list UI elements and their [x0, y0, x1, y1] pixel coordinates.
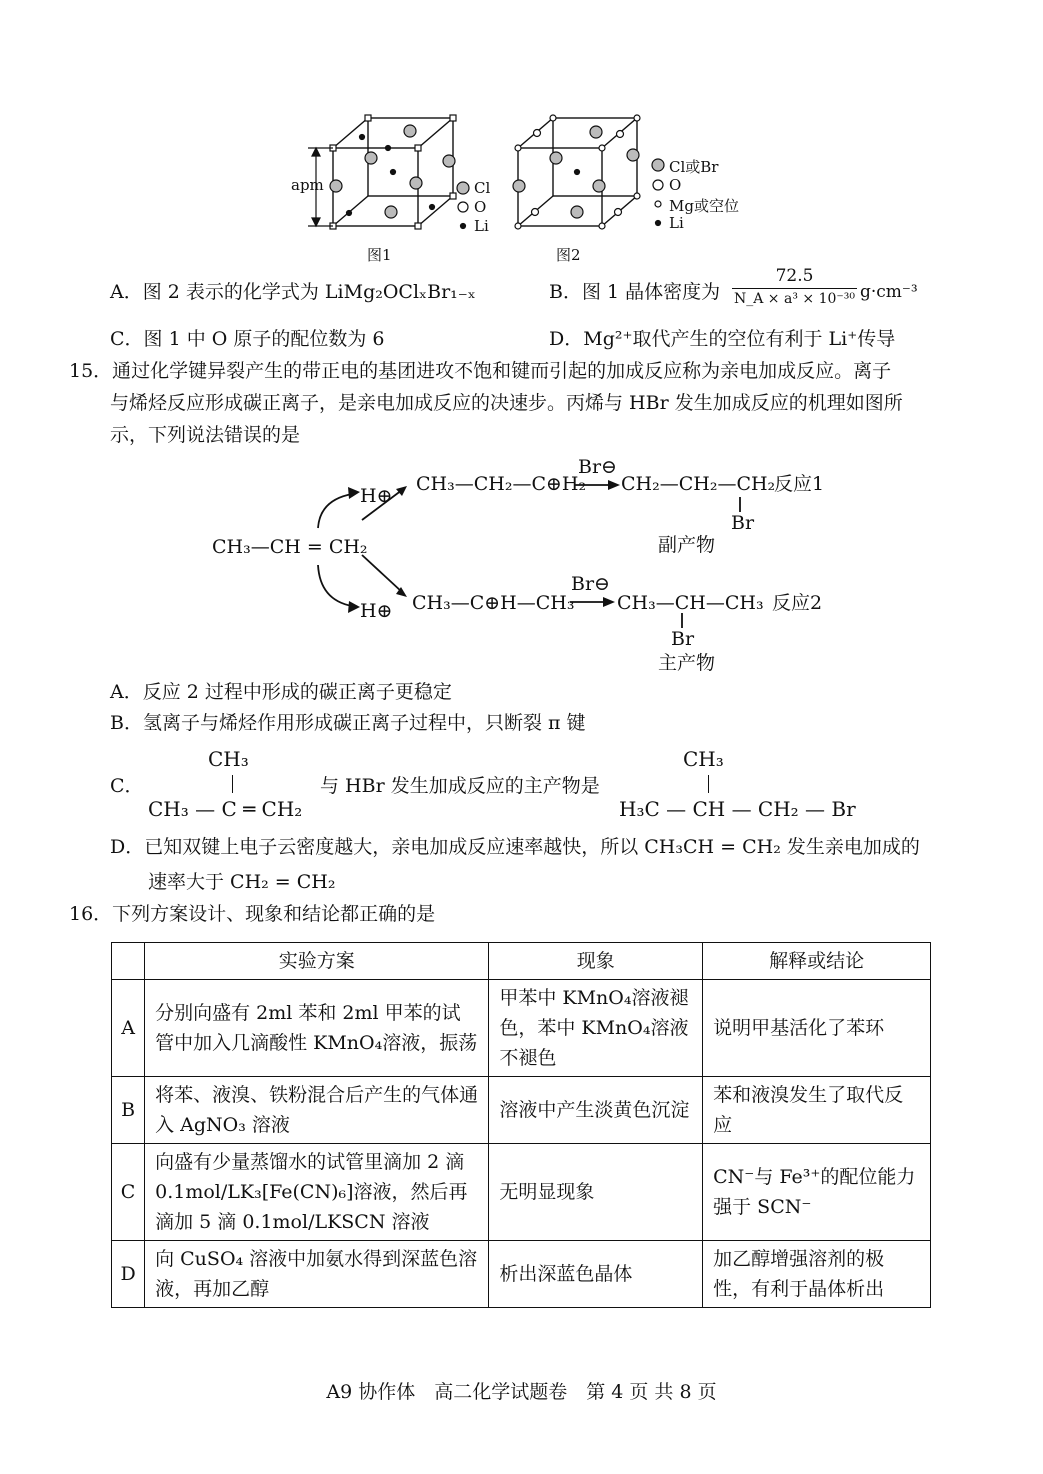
scheme-r2-br-minus: Br⊖ [571, 573, 610, 595]
row-plan: 分别向盛有 2ml 苯和 2ml 甲苯的试管中加入几滴酸性 KMnO₄溶液，振荡 [145, 980, 489, 1077]
scheme-r2-name: 反应2 [772, 592, 823, 614]
q15-option-d-line2: 速率大于 CH₂ = CH₂ [148, 871, 336, 893]
q15-stem-line1: 15．通过化学键异裂产生的带正电的基团进攻不饱和键而引起的加成反应称为亲电加成反应。离子 [69, 360, 892, 382]
fig1-legend-o: O [474, 198, 487, 216]
q15-option-c-mid: 与 HBr 发生加成反应的主产物是 [320, 775, 600, 797]
row-label: C [112, 1144, 145, 1241]
fig2-legend-o: O [669, 176, 682, 194]
q15-option-c-label: C． [110, 775, 144, 797]
row-label: D [112, 1241, 145, 1308]
row-phenomenon: 析出深蓝色晶体 [489, 1241, 703, 1308]
scheme-r2-product: CH₃—CH—CH₃ [617, 592, 764, 614]
table-header-conclusion: 解释或结论 [703, 943, 931, 980]
q15-option-b: B．氢离子与烯烃作用形成碳正离子过程中，只断裂 π 键 [110, 712, 586, 734]
q14-option-b-unit: g·cm⁻³ [860, 282, 918, 302]
q15-option-a: A．反应 2 过程中形成的碳正离子更稳定 [110, 681, 452, 703]
q15-option-d-line1: D．已知双键上电子云密度越大，亲电加成反应速率越快，所以 CH₃CH = CH₂ 发生亲电加成的 [110, 836, 920, 858]
row-plan: 向 CuSO₄ 溶液中加氨水得到深蓝色溶液，再加乙醇 [145, 1241, 489, 1308]
fig2-caption: 图2 [556, 246, 581, 264]
row-phenomenon: 甲苯中 KMnO₄溶液褪色，苯中 KMnO₄溶液不褪色 [489, 980, 703, 1077]
row-plan: 向盛有少量蒸馏水的试管里滴加 2 滴 0.1mol/LK₃[Fe(CN)₆]溶液，然后再滴加 5 滴 0.1mol/LKSCN 溶液 [145, 1144, 489, 1241]
fig2-legend-li: Li [669, 214, 684, 232]
q15-c-struct2-top: CH₃ [683, 747, 724, 771]
q16-stem: 16．下列方案设计、现象和结论都正确的是 [69, 903, 436, 925]
table-header-corner [112, 943, 145, 980]
fraction-numerator: 72.5 [775, 266, 814, 286]
fig1-legend-cl: Cl [474, 179, 491, 197]
scheme-r1-product: CH₂—CH₂—CH₂ [621, 473, 776, 495]
row-phenomenon: 溶液中产生淡黄色沉淀 [489, 1077, 703, 1144]
table-header-plan: 实验方案 [145, 943, 489, 980]
table-row [112, 980, 931, 1077]
scheme-r1-name: 反应1 [774, 473, 825, 495]
scheme-r1-br-minus: Br⊖ [578, 456, 617, 478]
row-plan: 将苯、液溴、铁粉混合后产生的气体通入 AgNO₃ 溶液 [145, 1077, 489, 1144]
table-header-phenomenon: 现象 [489, 943, 703, 980]
q14-option-a: A．图 2 表示的化学式为 LiMg₂OClₓBr₁₋ₓ [110, 281, 476, 303]
q14-option-c: C．图 1 中 O 原子的配位数为 6 [110, 328, 385, 350]
row-conclusion: 说明甲基活化了苯环 [703, 980, 931, 1077]
fraction-denominator: N_A × a³ × 10⁻³⁰ [732, 288, 857, 307]
fig2-legend-mg: Mg或空位 [669, 197, 739, 215]
q15-c-struct1-main: CH₃ — C ═ CH₂ [148, 797, 303, 821]
q15-stem-line2: 与烯烃反应形成碳正离子，是亲电加成反应的决速步。丙烯与 HBr 发生加成反应的机理如图所 [110, 392, 903, 414]
q15-c-struct1-bond [232, 775, 233, 793]
fig1-caption: 图1 [367, 246, 392, 264]
fig1-dimension-label: apm [291, 176, 324, 194]
row-conclusion: 加乙醇增强溶剂的极性，有利于晶体析出 [703, 1241, 931, 1308]
experiment-table [111, 942, 931, 1308]
scheme-r2-label: 主产物 [658, 652, 716, 674]
fig2-legend-clbr: Cl或Br [669, 158, 719, 176]
scheme-r1-label: 副产物 [658, 534, 716, 556]
fig1-legend-li: Li [474, 217, 489, 235]
q15-c-struct1-top: CH₃ [208, 747, 249, 771]
q15-c-struct2-bond [708, 775, 709, 793]
scheme-r2-br: Br [671, 628, 695, 650]
scheme-r1-br: Br [731, 512, 755, 534]
table-row [112, 1144, 931, 1241]
q14-option-d: D．Mg²⁺取代产生的空位有利于 Li⁺传导 [549, 328, 896, 350]
scheme-h-plus-2: H⊕ [360, 600, 393, 622]
q14-option-b-prefix: B．图 1 晶体密度为 [549, 281, 721, 303]
scheme-h-plus-1: H⊕ [360, 485, 393, 507]
row-label: B [112, 1077, 145, 1144]
row-label: A [112, 980, 145, 1077]
scheme-r1-cation: CH₃—CH₂—C⊕H₂ [416, 473, 587, 495]
table-header-row [112, 943, 931, 980]
scheme-reactant: CH₃—CH = CH₂ [212, 536, 368, 558]
table-row [112, 1241, 931, 1308]
scheme-r2-cation: CH₃—C⊕H—CH₃ [412, 592, 575, 614]
q15-stem-line3: 示，下列说法错误的是 [110, 424, 301, 446]
page-footer: A9 协作体 高二化学试题卷 第 4 页 共 8 页 [326, 1381, 717, 1403]
row-conclusion: 苯和液溴发生了取代反应 [703, 1077, 931, 1144]
q15-c-struct2-main: H₃C — CH — CH₂ — Br [619, 797, 856, 821]
row-phenomenon: 无明显现象 [489, 1144, 703, 1241]
table-row [112, 1077, 931, 1144]
row-conclusion: CN⁻与 Fe³⁺的配位能力强于 SCN⁻ [703, 1144, 931, 1241]
